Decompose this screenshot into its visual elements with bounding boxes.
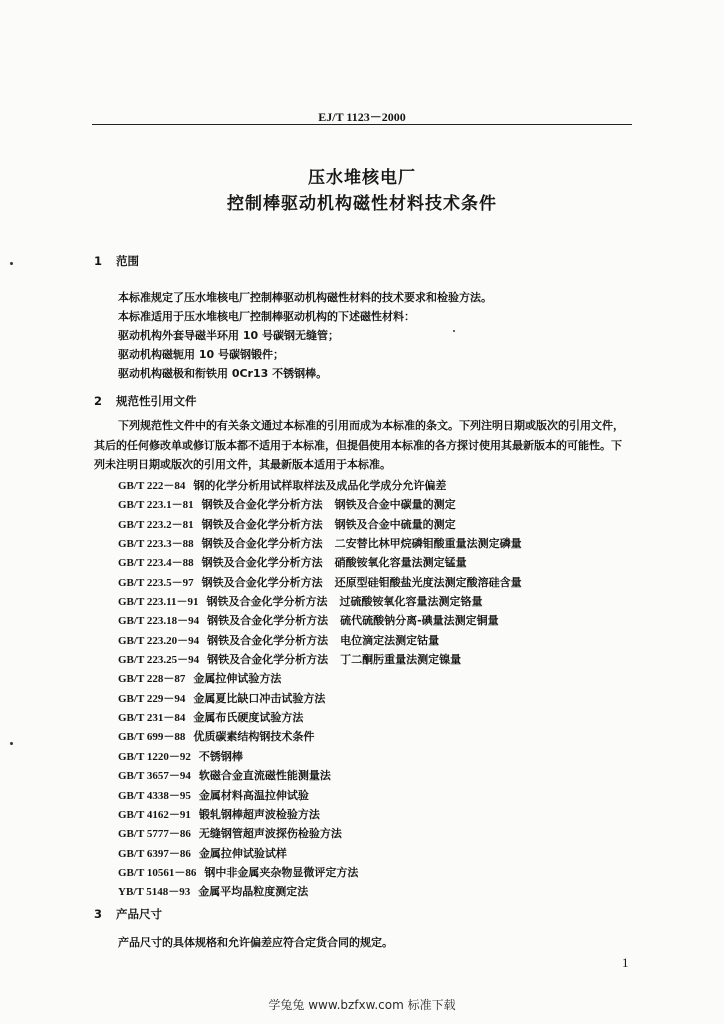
references-intro: [94, 416, 630, 475]
reference-code: GB/T 223.20－94: [118, 634, 200, 647]
reference-subtitle: 硫代硫酸钠分离-碘量法测定铜量: [340, 614, 499, 628]
reference-code: GB/T 4338－95: [118, 789, 191, 802]
reference-item: [118, 515, 522, 534]
reference-code: GB/T 229－94: [118, 692, 186, 705]
reference-code: GB/T 5777－86: [118, 828, 191, 841]
reference-code: GB/T 231－84: [118, 712, 186, 725]
reference-item: [118, 824, 522, 843]
scope-line-2: 本标准适用于压水堆核电厂控制棒驱动机构的下述磁性材料：: [118, 310, 415, 323]
download-watermark: 学兔兔 www.bzfxw.com 标准下载: [268, 998, 456, 1012]
scan-speck: [453, 330, 455, 332]
reference-title: 钢铁及合金化学分析方法: [201, 556, 323, 570]
reference-code: GB/T 223.11－91: [118, 596, 199, 609]
reference-title: 金属布氏硬度试验方法: [193, 711, 304, 725]
reference-item: [118, 844, 522, 863]
scope-line-3: 驱动机构外套导磁半环用 10 号碳钢无缝管；: [118, 329, 339, 342]
reference-code: GB/T 3657－94: [118, 770, 191, 783]
reference-item: [118, 669, 522, 688]
reference-title: 钢铁及合金化学分析方法: [207, 614, 329, 628]
section-3-text: 产品尺寸的具体规格和允许偏差应符合定货合同的规定。: [118, 936, 393, 949]
reference-subtitle: 硝酸铵氧化容量法测定锰量: [334, 556, 467, 570]
reference-title: 钢中非金属夹杂物显微评定方法: [204, 865, 359, 879]
scope-line-5: 驱动机构磁极和衔铁用 0Cr13 不锈钢棒。: [118, 367, 328, 380]
reference-item: [118, 573, 522, 592]
reference-title: 无缝钢管超声波探伤检验方法: [198, 827, 342, 841]
title-line-1: 压水堆核电厂: [308, 168, 416, 188]
reference-item: [118, 766, 522, 785]
reference-code: YB/T 5148－93: [118, 886, 191, 899]
reference-item: [118, 611, 522, 630]
reference-code: GB/T 223.25－94: [118, 654, 200, 667]
reference-item: [118, 631, 522, 650]
reference-list: [118, 476, 522, 902]
scan-speck: [10, 262, 13, 265]
reference-code: GB/T 223.3－88: [118, 538, 194, 551]
reference-subtitle: 钢铁及合金中硫量的测定: [334, 517, 456, 531]
reference-subtitle: 还原型硅钼酸盐光度法测定酸溶硅含量: [334, 575, 522, 589]
title-line-2: 控制棒驱动机构磁性材料技术条件: [227, 194, 497, 214]
reference-item: [118, 805, 522, 824]
reference-title: 金属材料高温拉伸试验: [198, 788, 309, 802]
reference-title: 锻轧钢棒超声波检验方法: [198, 807, 320, 821]
reference-code: GB/T 223.2－81: [118, 518, 194, 531]
reference-code: GB/T 1220－92: [118, 750, 191, 763]
references-intro-text: 下列规范性文件中的有关条文通过本标准的引用而成为本标准的条文。下列注明日期或版次的引用文件，其后的任何修改单或修订版本都不适用于本标准，但提倡使用本标准的各方探讨使用其最新版本的可能性。下列未注明日期或版次的引用文件，其最新版本适用于本标准。: [94, 419, 624, 471]
section-title: 规范性引用文件: [116, 394, 197, 408]
reference-item: [118, 476, 522, 495]
header-rule: [92, 124, 632, 125]
reference-subtitle: 过硫酸铵氧化容量法测定铬量: [339, 595, 483, 609]
reference-item: [118, 592, 522, 611]
section-3-heading: [94, 906, 162, 922]
section-number: 3: [94, 907, 103, 921]
reference-item: [118, 650, 522, 669]
reference-subtitle: 钢铁及合金中碳量的测定: [334, 498, 456, 512]
reference-code: GB/T 6397－86: [118, 847, 191, 860]
reference-title: 不锈钢棒: [198, 749, 243, 763]
section-1-heading: [94, 253, 139, 269]
reference-item: [118, 708, 522, 727]
standard-code: EJ/T 1123－2000: [318, 110, 406, 124]
section-title: 产品尺寸: [116, 907, 162, 921]
reference-subtitle: 电位滴定法测定钴量: [340, 633, 440, 647]
reference-title: 钢铁及合金化学分析方法: [207, 633, 329, 647]
page-number: 1: [622, 955, 629, 970]
reference-item: [118, 727, 522, 746]
reference-code: GB/T 228－87: [118, 673, 186, 686]
reference-code: GB/T 223.5－97: [118, 576, 194, 589]
section-title: 范围: [116, 254, 139, 268]
reference-code: GB/T 699－88: [118, 731, 186, 744]
reference-title: 软磁合金直流磁性能测量法: [198, 769, 331, 783]
reference-title: 金属平均晶粒度测定法: [198, 885, 309, 899]
reference-item: [118, 863, 522, 882]
reference-code: GB/T 223.4－88: [118, 557, 194, 570]
reference-item: [118, 786, 522, 805]
reference-title: 金属拉伸试验方法: [193, 672, 282, 686]
reference-title: 金属拉伸试验试样: [198, 846, 287, 860]
reference-item: [118, 534, 522, 553]
reference-title: 钢铁及合金化学分析方法: [201, 575, 323, 589]
scan-speck: [10, 742, 13, 745]
reference-item: [118, 689, 522, 708]
reference-code: GB/T 223.1－81: [118, 499, 194, 512]
reference-item: [118, 882, 522, 901]
reference-title: 钢铁及合金化学分析方法: [207, 653, 329, 667]
reference-subtitle: 二安替比林甲烷磷钼酸重量法测定磷量: [334, 537, 522, 551]
reference-code: GB/T 222－84: [118, 480, 186, 492]
reference-title: 钢的化学分析用试样取样法及成品化学成分允许偏差: [193, 479, 447, 492]
section-number: 1: [94, 254, 103, 268]
reference-item: [118, 553, 522, 572]
reference-item: [118, 747, 522, 766]
reference-title: 金属夏比缺口冲击试验方法: [193, 691, 326, 705]
reference-title: 钢铁及合金化学分析方法: [201, 537, 323, 551]
reference-item: [118, 495, 522, 514]
reference-title: 钢铁及合金化学分析方法: [201, 517, 323, 531]
reference-title: 优质碳素结构钢技术条件: [193, 730, 315, 744]
section-number: 2: [94, 394, 103, 408]
scope-line-1: 本标准规定了压水堆核电厂控制棒驱动机构磁性材料的技术要求和检验方法。: [118, 291, 492, 304]
reference-code: GB/T 10561－86: [118, 866, 197, 879]
reference-code: GB/T 4162－91: [118, 808, 191, 821]
reference-code: GB/T 223.18－94: [118, 615, 200, 628]
reference-subtitle: 丁二酮肟重量法测定镍量: [340, 653, 462, 667]
scope-line-4: 驱动机构磁轭用 10 号碳钢锻件；: [118, 348, 284, 361]
reference-title: 钢铁及合金化学分析方法: [201, 498, 323, 512]
reference-title: 钢铁及合金化学分析方法: [206, 595, 328, 609]
section-2-heading: [94, 393, 197, 409]
